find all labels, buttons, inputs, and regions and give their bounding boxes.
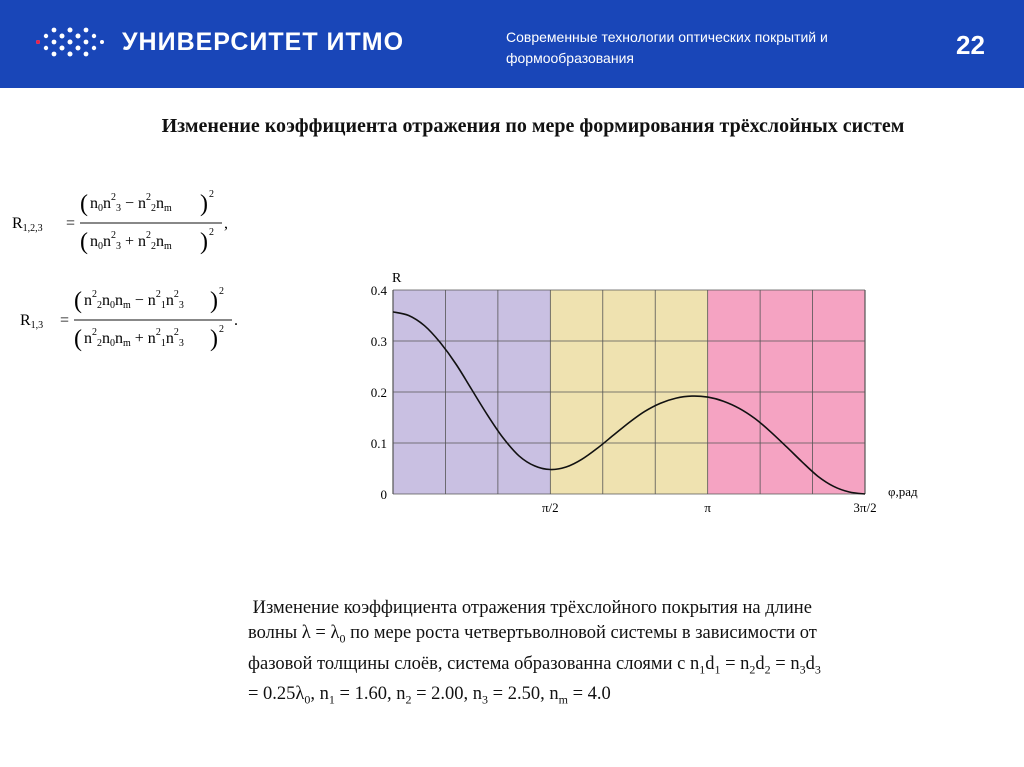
course-title: Современные технологии оптических покрытий и формообразования — [506, 29, 828, 66]
svg-text:(: ( — [80, 229, 88, 255]
chart-xtick-label: π — [704, 500, 711, 515]
formula-r123-label: R — [12, 215, 23, 232]
svg-text:(: ( — [80, 191, 88, 217]
svg-text:,: , — [224, 215, 228, 232]
svg-text:n22n0nm − n21n23: $n^2_2n0nm - n^2_1n^2_3$ — [84, 289, 184, 311]
chart-xlabel: φ,рад — [888, 484, 918, 499]
figure-caption — [248, 596, 1000, 713]
chart-ylabel: R — [392, 271, 402, 286]
university-name: УНИВЕРСИТЕТ ИТМО — [122, 28, 405, 56]
reflectance-chart — [360, 270, 960, 520]
caption-line-2: волны $\lambda = \lambda_0$ по мере роста четвертьволновой системы в зависимости от — [248, 623, 817, 646]
formula-r123-sub: 1,2,3 — [22, 223, 43, 234]
svg-text:R1,3 — [20, 312, 43, 331]
svg-text:2: 2 — [219, 286, 224, 297]
itmo-logo-icon — [32, 24, 112, 60]
slide-header — [0, 0, 1024, 88]
caption-line-3: фазовой толщины слоёв, система образованна слоями с $n_1d_1 = n_2d_2 = n_3d_3$ — [248, 653, 821, 677]
svg-text:n0n23 − n22nm: $n0n^2_3 - n^2_2nm$ — [90, 192, 172, 214]
chart-ytick-label: 0.4 — [370, 283, 387, 298]
chart-svg — [360, 270, 960, 520]
caption-line-4: = $0.25\lambda_0$, $n_1 = 1.60$, $n_2 = 2.00$, $n_3 = 2.50$, $n_m = 4.0$ — [248, 684, 611, 708]
caption-line-1: Изменение коэффициента отражения трёхслойного покрытия на длине — [252, 598, 812, 618]
svg-text:R1,2,3 — [12, 215, 43, 234]
svg-text:n22n0nm + n21n23: $n^2_2n0nm + n^2_1n^2_3$ — [84, 327, 184, 349]
formula-r123 — [10, 183, 250, 263]
chart-xtick-label: 3π/2 — [853, 500, 877, 515]
slide-number: 22 — [956, 30, 985, 60]
chart-ytick-label: 0 — [380, 487, 387, 502]
slide-title: Изменение коэффициента отражения по мере формирования трёхслойных систем — [161, 115, 905, 137]
svg-text:.: . — [234, 312, 238, 329]
svg-text:): ) — [210, 288, 218, 314]
svg-text:=: = — [60, 312, 70, 329]
svg-text:): ) — [200, 191, 208, 217]
svg-text:(: ( — [74, 326, 82, 352]
svg-text:2: 2 — [209, 227, 214, 238]
formula-r13-label: R — [20, 312, 31, 329]
svg-text:): ) — [200, 229, 208, 255]
formula-r13 — [10, 280, 270, 360]
chart-ytick-label: 0.2 — [370, 385, 387, 400]
chart-ytick-label: 0.3 — [370, 334, 387, 349]
svg-text:=: = — [66, 215, 76, 232]
svg-text:(: ( — [74, 288, 82, 314]
svg-text:2: 2 — [209, 189, 214, 200]
svg-text:2: 2 — [219, 324, 224, 335]
chart-xtick-label: π/2 — [541, 500, 559, 515]
svg-text:n0n23 + n22nm: $n0n^2_3 + n^2_2nm$ — [90, 230, 172, 252]
svg-text:): ) — [210, 326, 218, 352]
chart-ytick-label: 0.1 — [370, 436, 387, 451]
formula-r13-sub: 1,3 — [30, 320, 44, 331]
